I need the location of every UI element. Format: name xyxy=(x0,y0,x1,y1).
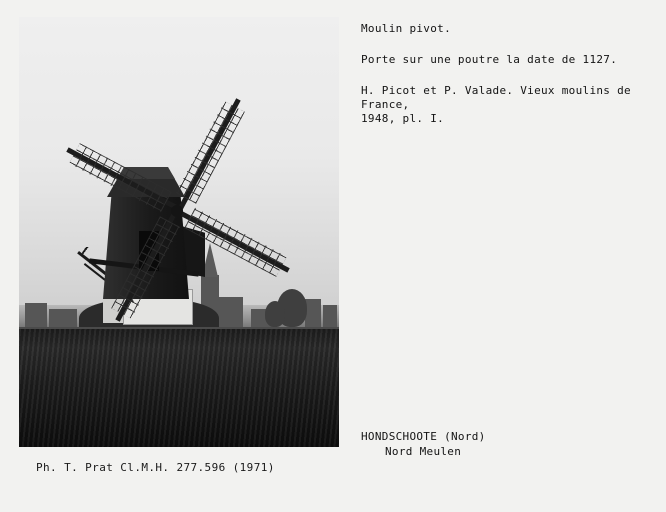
note-line-2: Porte sur une poutre la date de 1127. xyxy=(361,53,618,66)
church-nave xyxy=(219,297,243,327)
foreground-field xyxy=(19,329,339,447)
note-line-1: Moulin pivot. xyxy=(361,22,451,35)
mill-sail-hub xyxy=(171,205,183,217)
building-far-right xyxy=(305,299,321,327)
building-far-right-2 xyxy=(323,305,337,327)
windmill-photograph xyxy=(19,17,339,447)
tree-cluster-2 xyxy=(265,301,285,327)
note-line-3: H. Picot et P. Valade. Vieux moulins de France, 1948, pl. I. xyxy=(361,84,631,125)
building-left-2 xyxy=(49,309,77,327)
photograph-block xyxy=(19,17,339,447)
photo-credit-caption: Ph. T. Prat Cl.M.H. 277.596 (1971) xyxy=(36,461,275,474)
description-text-column xyxy=(361,22,661,126)
location-monument: Nord Meulen xyxy=(385,445,462,458)
location-place: HONDSCHOOTE (Nord) xyxy=(361,430,486,443)
building-left xyxy=(25,303,47,327)
location-block xyxy=(361,429,661,459)
